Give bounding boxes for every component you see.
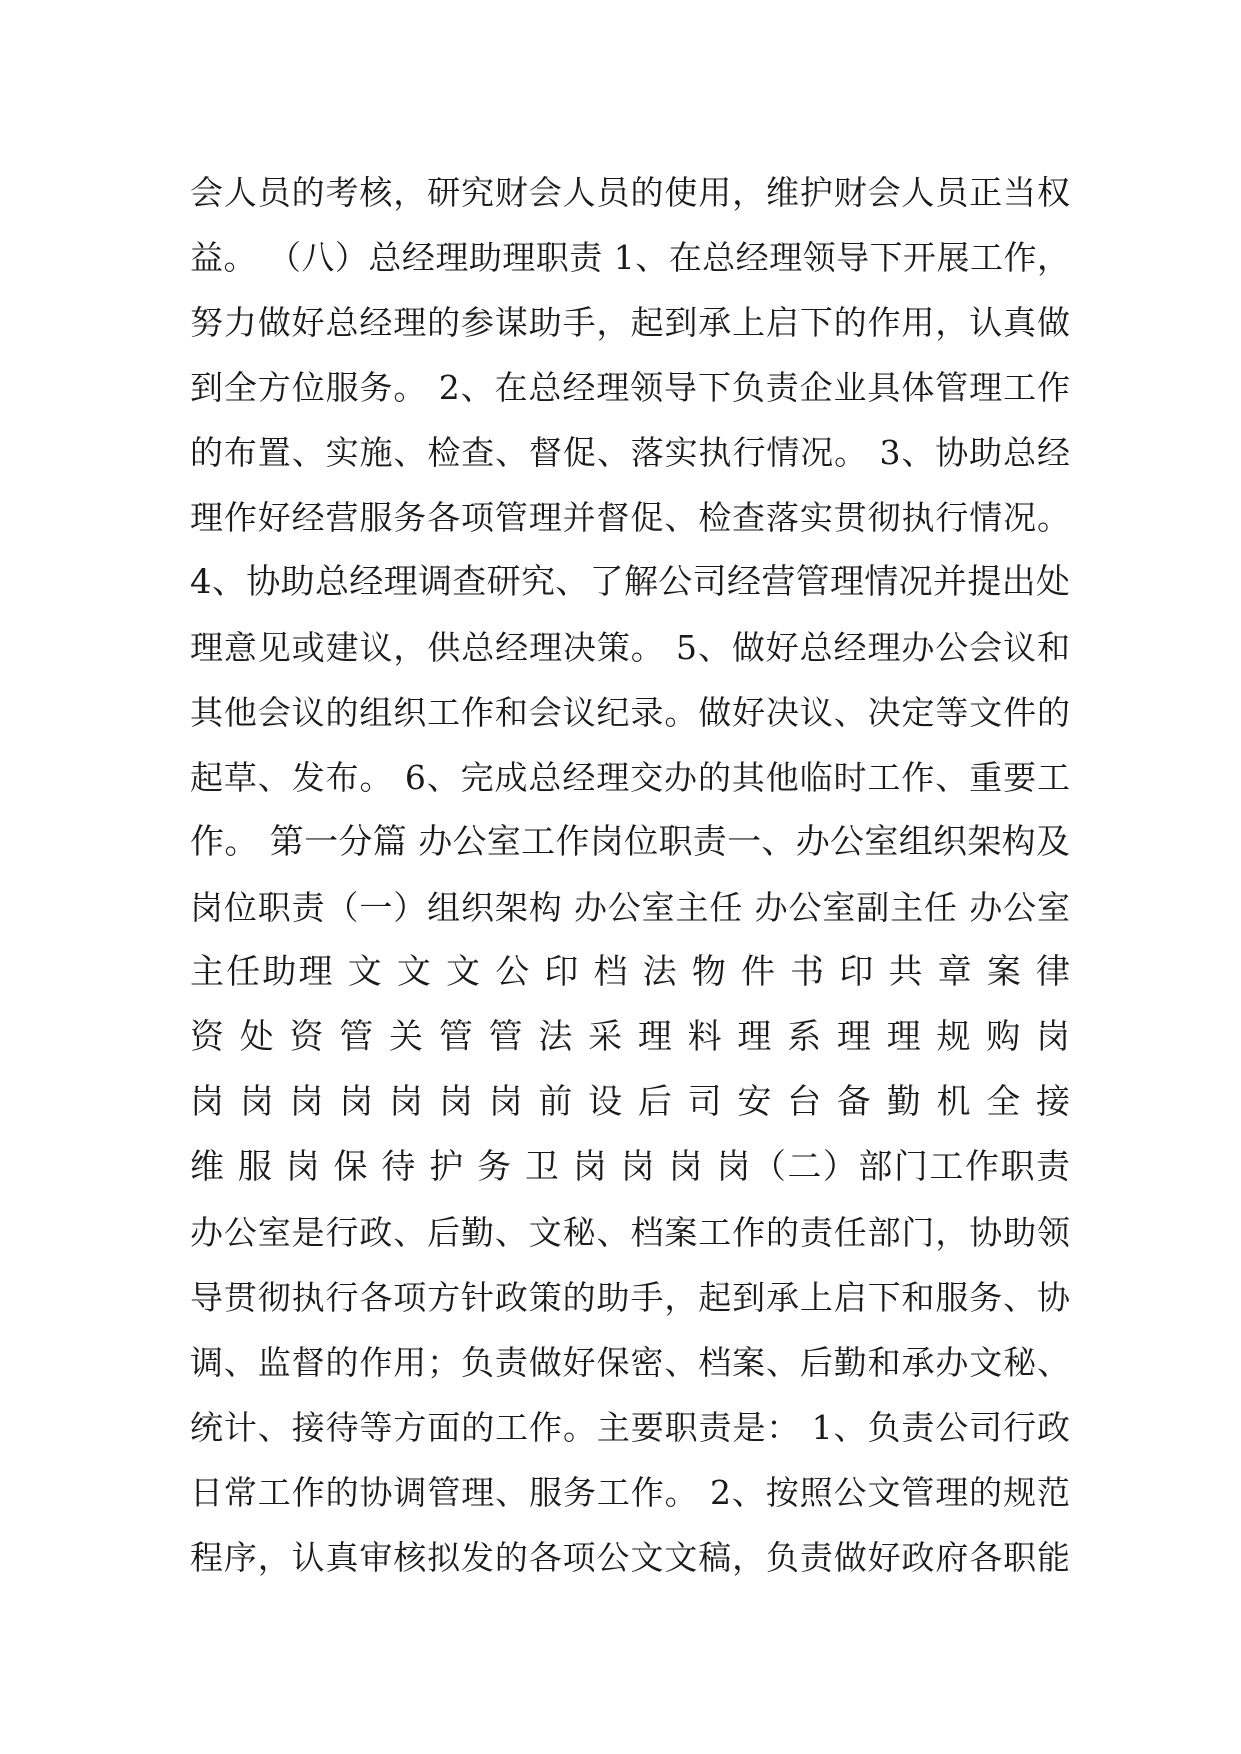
text-line: 到全方位服务。 2、在总经理领导下负责企业具体管理工作 [190, 368, 1070, 407]
text-line: 岗 岗 岗 岗 岗 岗 岗 前 设 后 司 安 台 备 勤 机 全 接 [190, 1082, 1070, 1122]
text-line: 统计、接待等方面的工作。主要职责是： 1、负责公司行政 [190, 1408, 1070, 1447]
text-line: 程序，认真审核拟发的各项公文文稿，负责做好政府各职能 [190, 1538, 1070, 1577]
text-line: 办公室是行政、后勤、文秘、档案工作的责任部门，协助领 [190, 1213, 1070, 1252]
text-line: 调、监督的作用；负责做好保密、档案、后勤和承办文秘、 [190, 1343, 1070, 1382]
text-line: 起草、发布。 6、完成总经理交办的其他临时工作、重要工 [190, 758, 1070, 797]
text-line: 导贯彻执行各项方针政策的助手，起到承上启下和服务、协 [190, 1278, 1070, 1317]
text-line: 岗位职责（一）组织架构 办公室主任 办公室副主任 办公室 [190, 888, 1070, 927]
text-line: 其他会议的组织工作和会议纪录。做好决议、决定等文件的 [190, 693, 1070, 732]
text-line: 理意见或建议，供总经理决策。 5、做好总经理办公会议和 [190, 628, 1070, 667]
text-line: 4、协助总经理调查研究、了解公司经营管理情况并提出处 [190, 562, 1070, 602]
text-line: 努力做好总经理的参谋助手，起到承上启下的作用，认真做 [190, 303, 1070, 342]
text-line: 理作好经营服务各项管理并督促、检查落实贯彻执行情况。 [190, 498, 1070, 537]
text-line: 会人员的考核，研究财会人员的使用，维护财会人员正当权 [190, 173, 1070, 212]
text-line: 资 处 资 管 关 管 管 法 采 理 料 理 系 理 理 规 购 岗 [190, 1017, 1070, 1057]
text-line: 的布置、实施、检查、督促、落实执行情况。 3、协助总经 [190, 433, 1070, 472]
text-line: 维 服 岗 保 待 护 务 卫 岗 岗 岗 岗（二）部门工作职责 [190, 1147, 1070, 1187]
text-line: 日常工作的协调管理、服务工作。 2、按照公文管理的规范 [190, 1473, 1070, 1512]
text-line: 主任助理 文 文 文 公 印 档 法 物 件 书 印 共 章 案 律 [190, 952, 1070, 992]
text-line: 益。 （八）总经理助理职责 1、在总经理领导下开展工作， [190, 238, 1070, 277]
body-text [190, 160, 1070, 1590]
text-line: 作。 第一分篇 办公室工作岗位职责一、办公室组织架构及 [190, 822, 1070, 862]
